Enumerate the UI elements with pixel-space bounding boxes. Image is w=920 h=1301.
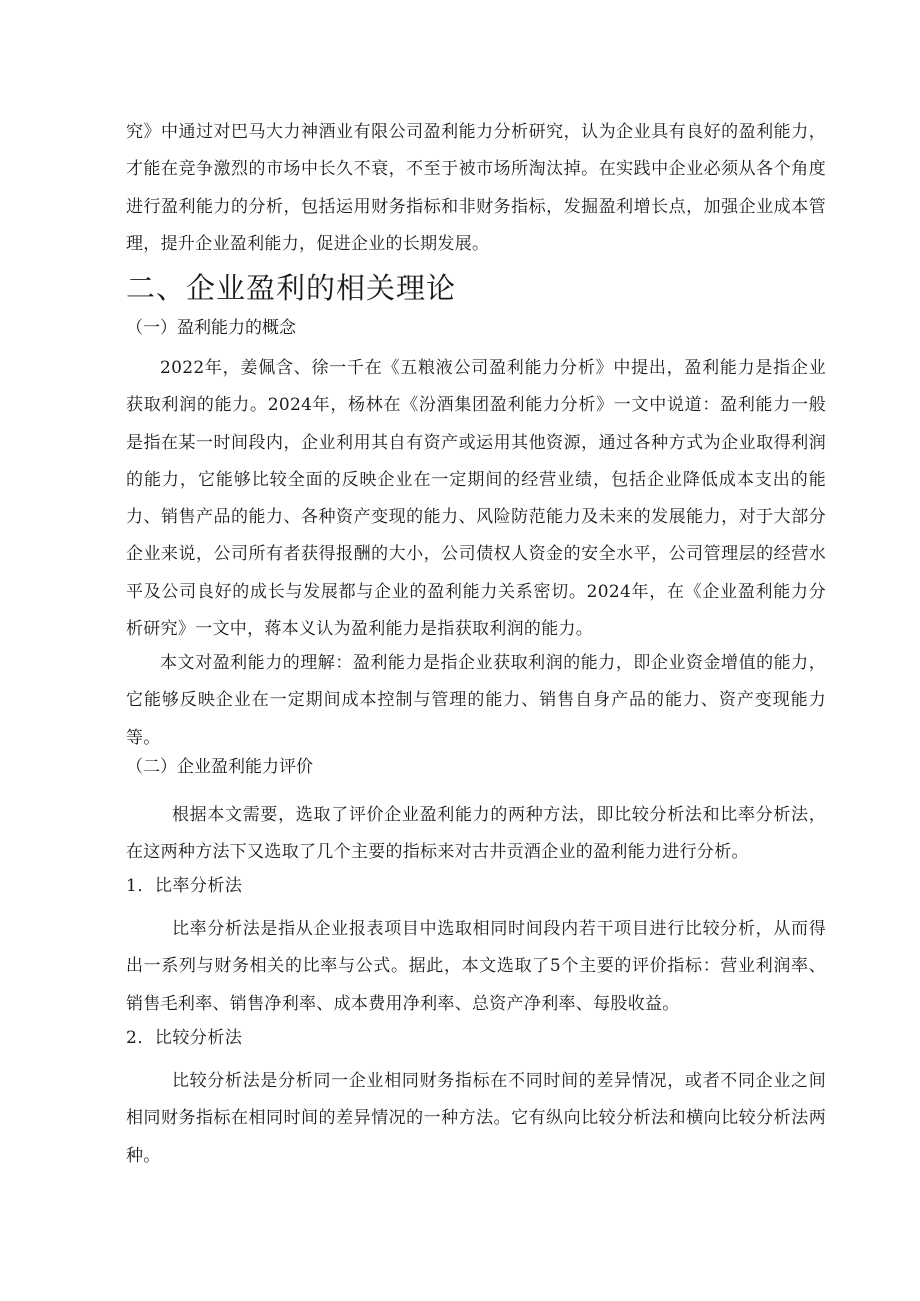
section-heading-theory: 二、企业盈利的相关理论 — [126, 271, 457, 305]
paragraph-author-understanding: 本文对盈利能力的理解：盈利能力是指企业获取利润的能力，即企业资金增值的能力，它能够反映企业在一定期间成本控制与管理的能力、销售自身产品的能力、资产变现能力等。 — [126, 653, 826, 748]
paragraph-comparison-analysis: 比较分析法是分析同一企业相同财务指标在不同时间的差异情况，或者不同企业之间相同财务指标在相同时间的差异情况的一种方法。它有纵向比较分析法和横向比较分析法两种。 — [126, 1071, 826, 1166]
paragraph-evaluation-methods: 根据本文需要，选取了评价企业盈利能力的两种方法，即比较分析法和比率分析法，在这两种方法下又选取了几个主要的指标来对古井贡酒企业的盈利能力进行分析。 — [126, 805, 826, 863]
paragraph-continuation: 究》中通过对巴马大力神酒业有限公司盈利能力分析研究，认为企业具有良好的盈利能力，才能在竞争激烈的市场中长久不衰，不至于被市场所淘汰掉。在实践中企业必须从各个角度进行盈利能力的分析，包括运用财务指标和非财务指标，发掘盈利增长点，加强企业成本管理，提升企业盈利能力，促进企业的长期发展。 — [126, 122, 826, 254]
subsection-heading-evaluation: （二）企业盈利能力评价 — [126, 757, 313, 777]
method-heading-comparison: 2．比较分析法 — [126, 1028, 243, 1048]
paragraph-concept-definitions: 2022年，姜佩含、徐一千在《五粮液公司盈利能力分析》中提出，盈利能力是指企业获取利润的能力。2024年，杨林在《汾酒集团盈利能力分析》一文中说道：盈利能力一般是指在某一时间段内，企业利用其自有资产或运用其他资源，通过各种方式为企业取得利润的能力，它能够比较全面的反映企业在一定期间的经营业绩，包括企业降低成本支出的能力、销售产品的能力、各种资产变现的能力、风险防范能力及未来的发展能力，对于大部分企业来说，公司所有者获得报酬的大小，公司债权人资金的安全水平，公司管理层的经营水平及公司良好的成长与发展都与企业的盈利能力关系密切。2024年，在《企业盈利能力分析研究》一文中，蒋本义认为盈利能力是指获取利润的能力。 — [126, 358, 826, 640]
method-heading-ratio: 1．比率分析法 — [126, 876, 243, 896]
paragraph-ratio-analysis: 比率分析法是指从企业报表项目中选取相同时间段内若干项目进行比较分析，从而得出一系列与财务相关的比率与公式。据此，本文选取了5个主要的评价指标：营业利润率、销售毛利率、销售净利率、成本费用净利率、总资产净利率、每股收益。 — [126, 919, 826, 1014]
subsection-heading-concept: （一）盈利能力的概念 — [126, 318, 296, 338]
